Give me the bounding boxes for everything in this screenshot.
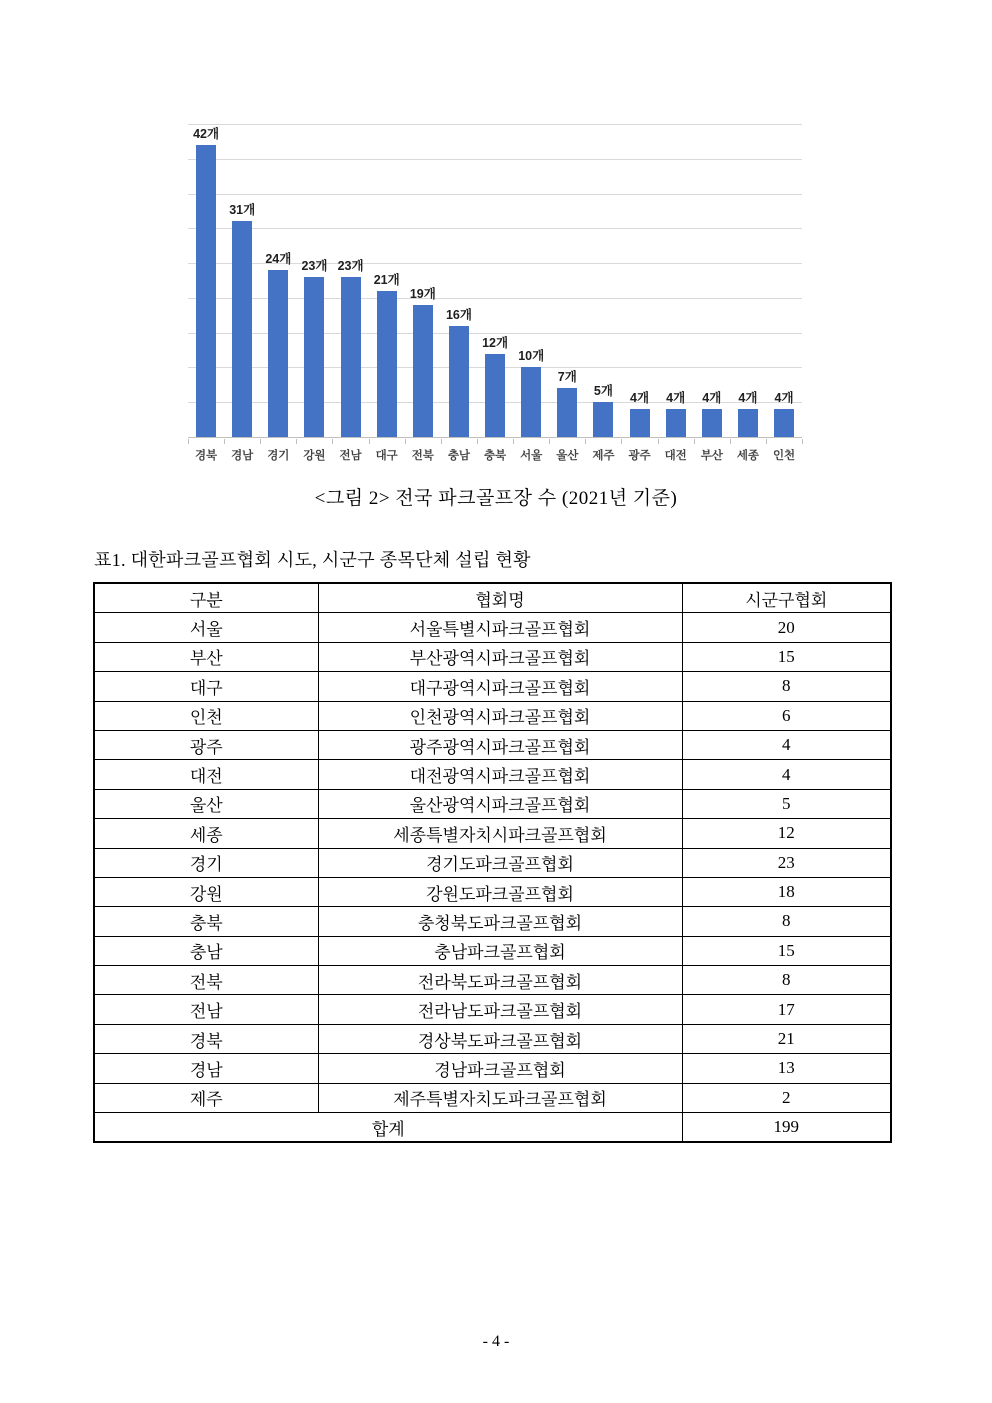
chart-plot-area	[188, 125, 802, 438]
table-cell: 21	[682, 1024, 891, 1053]
axis-tick	[441, 439, 442, 444]
bar-value-label: 4개	[666, 391, 686, 406]
table-row	[94, 936, 891, 965]
table-cell: 강원도파크골프협회	[318, 877, 682, 906]
bar-cell	[369, 272, 405, 437]
bar-value-label: 10개	[518, 349, 545, 364]
bars-row	[188, 125, 802, 437]
category-label: 전북	[411, 450, 434, 462]
category-label: 세종	[736, 450, 760, 462]
table-cell: 대구광역시파크골프협회	[318, 672, 682, 701]
table-row	[94, 672, 891, 701]
bar-value-label: 31개	[229, 203, 256, 218]
bar-cell	[405, 286, 441, 437]
axis-tick	[296, 439, 297, 444]
table-cell: 15	[682, 936, 891, 965]
table-cell: 인천광역시파크골프협회	[318, 701, 682, 730]
category-label: 충남	[447, 450, 471, 462]
table-cell: 충청북도파크골프협회	[318, 907, 682, 936]
table-cell: 8	[682, 672, 891, 701]
table-header-cell: 협회명	[318, 583, 682, 613]
table-cell: 충남파크골프협회	[318, 936, 682, 965]
total-value-cell: 199	[682, 1113, 891, 1143]
category-label: 부산	[700, 450, 723, 462]
table-cell: 제주특별자치도파크골프협회	[318, 1083, 682, 1112]
table-row	[94, 966, 891, 995]
table-cell: 광주	[94, 730, 318, 759]
table-row	[94, 1083, 891, 1112]
axis-tick	[513, 439, 514, 444]
bar-value-label: 24개	[265, 252, 292, 267]
axis-tick	[549, 439, 550, 444]
category-label: 대전	[664, 450, 687, 462]
bar-value-label: 23개	[337, 259, 364, 274]
table-cell: 대구	[94, 672, 318, 701]
table-header-cell: 시군구협회	[682, 583, 891, 613]
table-row	[94, 1054, 891, 1083]
table-cell: 경남파크골프협회	[318, 1054, 682, 1083]
table-cell: 세종	[94, 819, 318, 848]
table-cell: 충북	[94, 907, 318, 936]
bar	[702, 391, 722, 437]
table-cell: 경상북도파크골프협회	[318, 1024, 682, 1053]
axis-tick	[766, 439, 767, 444]
table-row	[94, 907, 891, 936]
table-cell: 부산	[94, 642, 318, 671]
table-cell: 서울특별시파크골프협회	[318, 613, 682, 642]
table-row	[94, 701, 891, 730]
page-number: - 4 -	[482, 1333, 510, 1350]
bar	[337, 259, 364, 437]
table-cell: 서울	[94, 613, 318, 642]
bar	[557, 370, 577, 437]
bar	[193, 126, 220, 437]
category-label: 강원	[303, 450, 326, 462]
axis-tick	[585, 439, 586, 444]
table-cell: 제주	[94, 1083, 318, 1112]
bar-value-label: 5개	[593, 384, 613, 399]
bar-cell	[694, 391, 730, 437]
table-cell: 6	[682, 701, 891, 730]
axis-tick	[694, 439, 695, 444]
axis-tick	[369, 439, 370, 444]
bar	[445, 307, 472, 437]
axis-tick	[621, 439, 622, 444]
bar	[593, 384, 613, 437]
table-cell: 8	[682, 907, 891, 936]
table-total-row	[94, 1113, 891, 1143]
bar-cell	[224, 203, 260, 437]
total-label-cell: 합계	[94, 1113, 682, 1143]
table-cell: 17	[682, 995, 891, 1024]
bar	[301, 259, 328, 437]
bar-cell	[188, 126, 224, 437]
axis-tick	[802, 439, 803, 444]
category-label: 경남	[231, 450, 254, 462]
axis-tick	[730, 439, 731, 444]
table-cell: 인천	[94, 701, 318, 730]
bar	[409, 286, 436, 437]
bar-value-label: 7개	[557, 370, 577, 385]
figure-caption: <그림 2> 전국 파크골프장 수 (2021년 기준)	[314, 488, 678, 509]
axis-tick	[405, 439, 406, 444]
bar-cell	[730, 391, 766, 437]
table-cell: 경기	[94, 848, 318, 877]
table-cell: 경기도파크골프협회	[318, 848, 682, 877]
table-cell: 23	[682, 848, 891, 877]
table-row	[94, 819, 891, 848]
table-row	[94, 877, 891, 906]
table-cell: 충남	[94, 936, 318, 965]
category-label: 광주	[628, 450, 651, 462]
table-cell: 경남	[94, 1054, 318, 1083]
category-labels-row	[188, 447, 802, 463]
table-cell: 울산	[94, 789, 318, 818]
axis-tick	[332, 439, 333, 444]
table-cell: 세종특별자치시파크골프협회	[318, 819, 682, 848]
table-cell: 5	[682, 789, 891, 818]
table-row	[94, 642, 891, 671]
category-label: 울산	[556, 450, 579, 462]
table-cell: 18	[682, 877, 891, 906]
bar-value-label: 21개	[373, 272, 400, 287]
table-row	[94, 789, 891, 818]
table-cell: 대전광역시파크골프협회	[318, 760, 682, 789]
category-label: 서울	[520, 450, 543, 462]
table-header-cell: 구분	[94, 583, 318, 613]
table-cell: 대전	[94, 760, 318, 789]
bar	[518, 349, 545, 437]
bar-value-label: 4개	[738, 391, 758, 406]
table-row	[94, 613, 891, 642]
table-cell: 15	[682, 642, 891, 671]
axis-tick	[260, 439, 261, 444]
table-cell: 12	[682, 819, 891, 848]
category-label: 대구	[375, 450, 398, 462]
bar-value-label: 4개	[774, 391, 794, 406]
table-row	[94, 760, 891, 789]
table-title: 표1. 대한파크골프협회 시도, 시군구 종목단체 설립 현황	[94, 550, 531, 570]
bar	[265, 252, 292, 437]
bar-cell	[260, 252, 296, 437]
category-label: 경북	[194, 450, 218, 462]
table-cell: 전남	[94, 995, 318, 1024]
bar-cell	[585, 384, 621, 437]
table-cell: 20	[682, 613, 891, 642]
bar-value-label: 19개	[409, 286, 436, 301]
bar-cell	[333, 259, 369, 437]
table-cell: 13	[682, 1054, 891, 1083]
table-cell: 4	[682, 760, 891, 789]
table-row	[94, 730, 891, 759]
bar	[482, 335, 509, 437]
table-cell: 8	[682, 966, 891, 995]
table-cell: 강원	[94, 877, 318, 906]
bar	[666, 391, 686, 437]
bar	[630, 391, 650, 437]
table-row	[94, 848, 891, 877]
table-header-row	[94, 583, 891, 613]
table-cell: 전라남도파크골프협회	[318, 995, 682, 1024]
bar-value-label: 42개	[193, 126, 220, 141]
chart-x-axis	[188, 438, 802, 466]
table-row	[94, 995, 891, 1024]
table-cell: 경북	[94, 1024, 318, 1053]
bar-value-label: 12개	[482, 335, 509, 350]
axis-tick	[477, 439, 478, 444]
bar-value-label: 16개	[445, 307, 472, 322]
bar-cell	[296, 259, 332, 437]
axis-tick	[188, 439, 189, 444]
bar-cell	[658, 391, 694, 437]
table-cell: 2	[682, 1083, 891, 1112]
bar-value-label: 4개	[630, 391, 650, 406]
table-row	[94, 1024, 891, 1053]
bar-value-label: 23개	[301, 259, 328, 274]
bar-cell	[622, 391, 658, 437]
association-table	[93, 582, 892, 1143]
table-cell: 4	[682, 730, 891, 759]
bar	[774, 391, 794, 437]
category-label: 제주	[592, 450, 615, 462]
table-cell: 광주광역시파크골프협회	[318, 730, 682, 759]
bar-cell	[477, 335, 513, 437]
category-label: 인천	[772, 450, 796, 462]
category-label: 전남	[339, 450, 362, 462]
bar	[738, 391, 758, 437]
bar	[229, 203, 256, 437]
bar-cell	[441, 307, 477, 437]
axis-tick	[658, 439, 659, 444]
bar-cell	[766, 391, 802, 437]
table-cell: 울산광역시파크골프협회	[318, 789, 682, 818]
category-label: 경기	[267, 450, 290, 462]
category-label: 충북	[483, 450, 507, 462]
table-cell: 전북	[94, 966, 318, 995]
bar-cell	[549, 370, 585, 437]
axis-tick	[224, 439, 225, 444]
table-cell: 부산광역시파크골프협회	[318, 642, 682, 671]
bar-value-label: 4개	[702, 391, 722, 406]
bar	[373, 272, 400, 437]
table-cell: 전라북도파크골프협회	[318, 966, 682, 995]
bar-cell	[513, 349, 549, 437]
